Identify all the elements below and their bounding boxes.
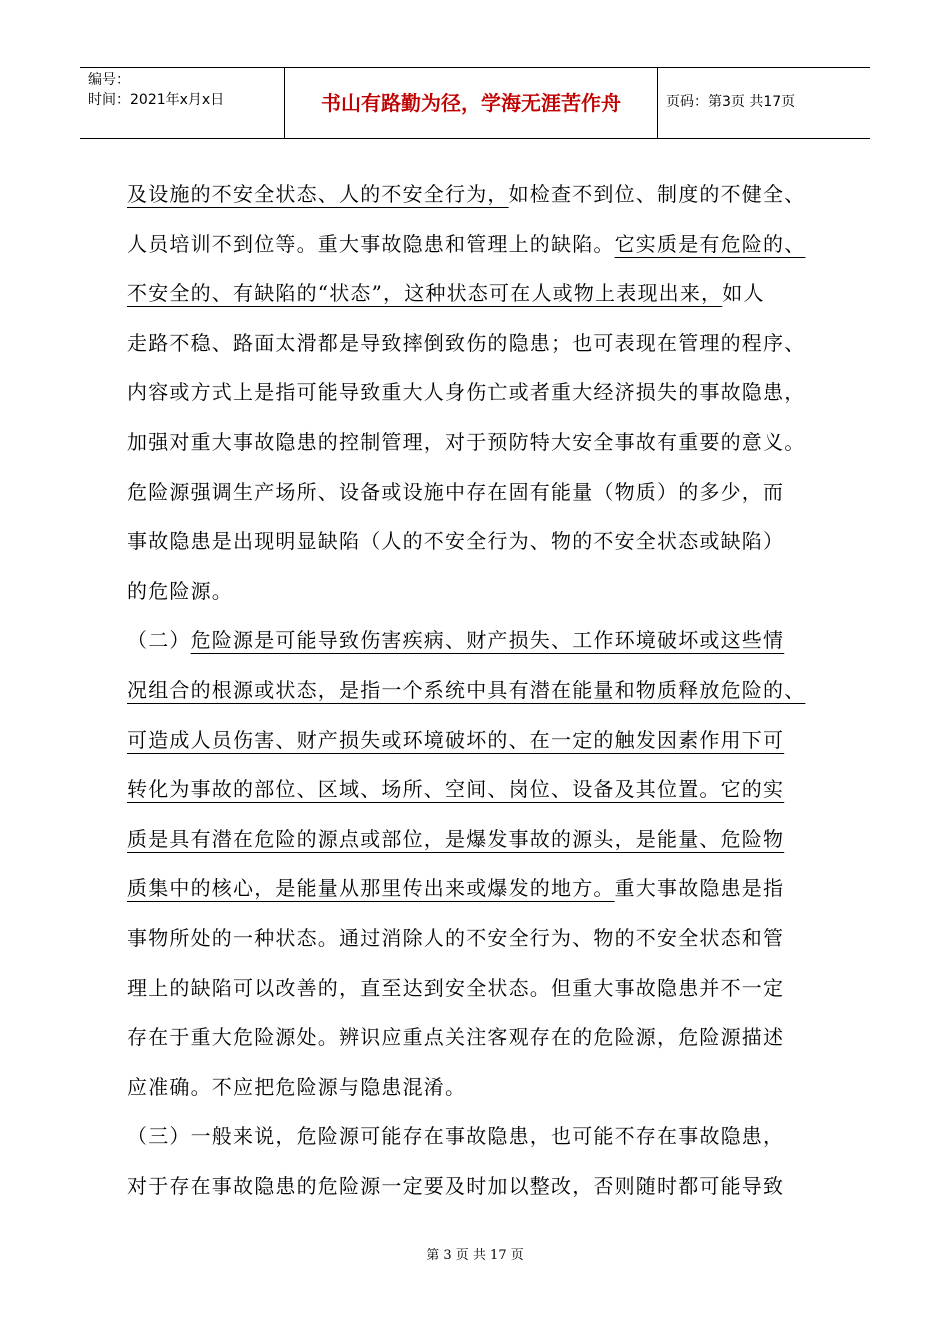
- underlined-text: 可造成人员伤害、财产损失或环境破坏的、在一定的触发因素作用下可: [127, 728, 785, 752]
- text-segment: 应准确。不应把危险源与隐患混淆。: [127, 1075, 467, 1099]
- text-segment: 如检查不到位、制度的不健全、: [508, 182, 806, 206]
- text-line: [127, 577, 233, 605]
- text-segment: 加强对重大事故隐患的控制管理，对于预防特大安全事故有重要的意义。: [127, 430, 806, 454]
- text-line: [127, 726, 784, 754]
- text-segment: 重大事故隐患是指: [614, 876, 785, 900]
- text-segment: 对于存在事故隐患的危险源一定要及时加以整改，否则随时都可能导致: [127, 1174, 785, 1198]
- text-segment: 人员培训不到位等。重大事故隐患和管理上的缺陷。: [127, 232, 615, 256]
- text-line: [127, 775, 784, 803]
- text-line: [127, 676, 805, 704]
- text-segment: （二）: [127, 628, 191, 652]
- number-label: 编号：: [88, 72, 130, 88]
- text-segment: 存在于重大危险源处。辨识应重点关注客观存在的危险源，危险源描述: [127, 1025, 785, 1049]
- time-label: 时间：2021年x月x日: [88, 92, 225, 108]
- text-segment: 内容或方式上是指可能导致重大人身伤亡或者重大经济损失的事故隐患，: [127, 380, 806, 404]
- text-segment: 走路不稳、路面太滑都是导致摔倒致伤的隐患；也可表现在管理的程序、: [127, 331, 806, 355]
- text-line: [127, 874, 784, 902]
- text-line: [127, 180, 805, 208]
- text-segment: 的危险源。: [127, 579, 233, 603]
- text-line: [127, 1023, 784, 1051]
- underlined-text: 转化为事故的部位、区域、场所、空间、岗位、设备及其位置。它的实: [127, 777, 785, 801]
- page-footer: 第 3 页 共 17 页: [426, 1248, 524, 1263]
- text-segment: （三）一般来说，危险源可能存在事故隐患，也可能不存在事故隐患，: [127, 1124, 785, 1148]
- text-line: [127, 1172, 784, 1200]
- underlined-text: 不安全的、有缺陷的“状态”，这种状态可在人或物上表现出来，: [127, 281, 723, 305]
- text-line: [127, 527, 784, 555]
- text-line: [127, 230, 805, 258]
- text-line: [127, 825, 784, 853]
- page-info: 页码：第3页 共17页: [666, 94, 796, 110]
- text-line: [127, 428, 805, 456]
- underlined-text: 质是具有潜在危险的源点或部位，是爆发事故的源头，是能量、危险物: [127, 827, 785, 851]
- underlined-text: 质集中的核心，是能量从那里传出来或爆发的地方。: [127, 876, 615, 900]
- text-line: [127, 329, 805, 357]
- underlined-text: 况组合的根源或状态，是指一个系统中具有潜在能量和物质释放危险的、: [127, 678, 806, 702]
- motto: 书山有路勤为径，学海无涯苦作舟: [321, 91, 621, 115]
- text-segment: 事物所处的一种状态。通过消除人的不安全行为、物的不安全状态和管: [127, 926, 785, 950]
- text-line: [127, 1073, 466, 1101]
- text-segment: 理上的缺陷可以改善的，直至达到安全状态。但重大事故隐患并不一定: [127, 976, 785, 1000]
- underlined-text: 它实质是有危险的、: [614, 232, 806, 256]
- text-line: [127, 974, 784, 1002]
- text-segment: 危险源强调生产场所、设备或设施中存在固有能量（物质）的多少，而: [127, 480, 785, 504]
- text-line: [127, 279, 765, 307]
- text-line: [127, 626, 784, 654]
- text-line: [127, 378, 805, 406]
- text-segment: 如人: [722, 281, 765, 305]
- text-line: [127, 478, 784, 506]
- text-line: [127, 924, 784, 952]
- text-segment: 事故隐患是出现明显缺陷（人的不安全行为、物的不安全状态或缺陷）: [127, 529, 785, 553]
- text-line: [127, 1122, 784, 1150]
- underlined-text: 危险源是可能导致伤害疾病、财产损失、工作环境破坏或这些情: [190, 628, 785, 652]
- underlined-text: 及设施的不安全状态、人的不安全行为，: [127, 182, 509, 206]
